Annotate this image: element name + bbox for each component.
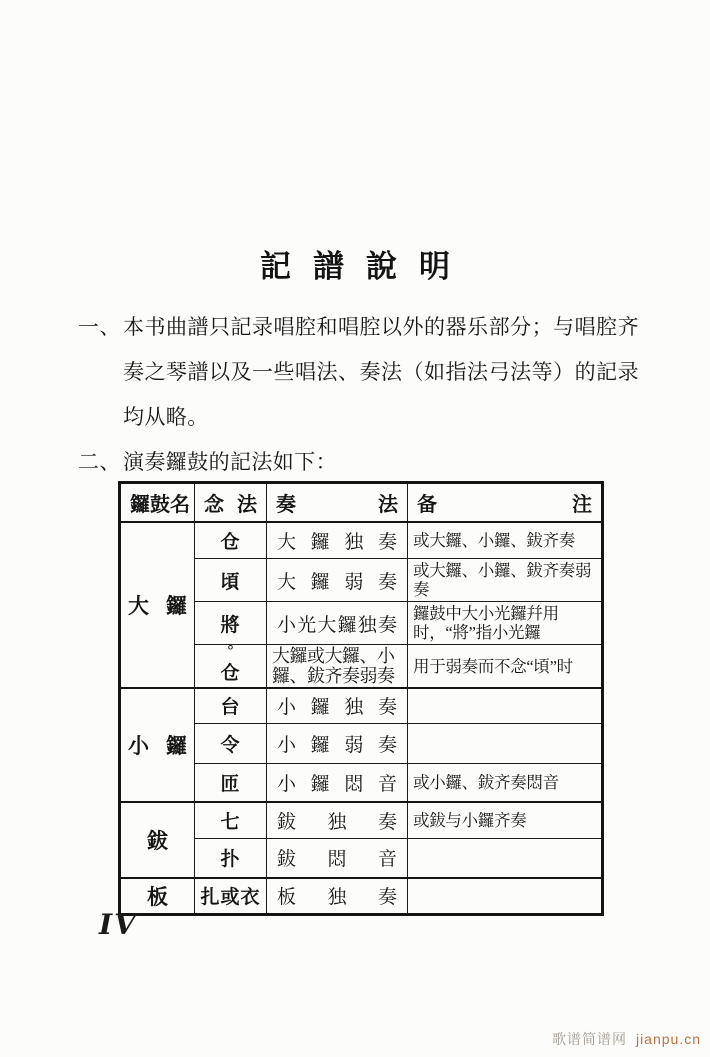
reading-cell: 頃	[195, 559, 267, 602]
watermark-site-url: jianpu.cn	[635, 1031, 701, 1047]
header-method: 奏 法	[267, 483, 408, 522]
instrument-cell: 大 鑼	[120, 522, 195, 689]
method-cell: 小 光 大 鑼 独 奏	[267, 602, 408, 645]
instrument-cell: 小 鑼	[120, 688, 195, 802]
note-marker: 一、	[78, 315, 121, 339]
remark-cell: 或大鑼、小鑼、鈸齐奏	[408, 522, 603, 559]
header-remark: 备 注	[408, 483, 603, 522]
method-cell: 板 独 奏	[267, 878, 408, 914]
note-marker: 二、	[78, 450, 121, 474]
remark-cell: 或小鑼、鈸齐奏悶音	[408, 763, 603, 802]
table-row	[120, 802, 603, 838]
remark-cell	[408, 878, 603, 914]
instrument-cell: 鈸	[120, 802, 195, 878]
remark-cell: 鑼鼓中大小光鑼幷用时，“將”指小光鑼	[408, 602, 603, 645]
watermark	[552, 1029, 701, 1049]
percussion-notation-table	[118, 481, 604, 916]
method-cell: 大 鑼 独 奏	[267, 522, 408, 559]
header-instrument: 鑼 鼓 名	[120, 483, 195, 522]
reading-cell: ° 仓	[195, 645, 267, 689]
remark-cell	[408, 688, 603, 723]
note-text: 演奏鑼鼓的記法如下：	[123, 450, 337, 474]
watermark-site-name: 歌谱简谱网	[552, 1031, 628, 1047]
page-title: 記譜說明	[260, 249, 472, 284]
remark-cell: 或鈸与小鑼齐奏	[408, 802, 603, 838]
method-cell: 鈸 悶 音	[267, 838, 408, 878]
method-cell: 小 鑼 独 奏	[267, 688, 408, 723]
method-cell: 大鑼或大鑼、小鑼、鈸齐奏弱奏	[267, 645, 408, 689]
reading-cell: 將	[195, 602, 267, 645]
instrument-cell: 板	[120, 878, 195, 914]
ring-mark: °	[227, 644, 234, 659]
table-row	[120, 878, 603, 914]
method-cell: 小 鑼 弱 奏	[267, 723, 408, 763]
table-row	[120, 688, 603, 723]
table-header-row	[120, 483, 603, 522]
remark-cell: 用于弱奏而不念“頃”时	[408, 645, 603, 689]
method-cell: 小 鑼 悶 音	[267, 763, 408, 802]
reading-cell: 仓	[195, 522, 267, 559]
remark-cell	[408, 838, 603, 878]
page-number: IV	[99, 908, 138, 941]
table-row	[120, 522, 603, 559]
reading-cell: 令	[195, 723, 267, 763]
method-cell: 大 鑼 弱 奏	[267, 559, 408, 602]
header-reading: 念 法	[195, 483, 267, 522]
note-text: 本书曲譜只記录唱腔和唱腔以外的器乐部分；与唱腔齐奏之琴譜以及一些唱法、奏法（如指法弓法等）的記录均从略。	[123, 315, 639, 429]
note-item	[78, 305, 639, 440]
note-item	[78, 440, 639, 485]
reading-cell: 台	[195, 688, 267, 723]
reading-cell: 扎或衣	[195, 878, 267, 914]
remark-cell: 或大鑼、小鑼、鈸齐奏弱奏	[408, 559, 603, 602]
remark-cell	[408, 723, 603, 763]
reading-cell: 七	[195, 802, 267, 838]
notes-section	[78, 305, 639, 485]
reading-cell: 匝	[195, 763, 267, 802]
method-cell: 鈸 独 奏	[267, 802, 408, 838]
reading-cell: 扑	[195, 838, 267, 878]
